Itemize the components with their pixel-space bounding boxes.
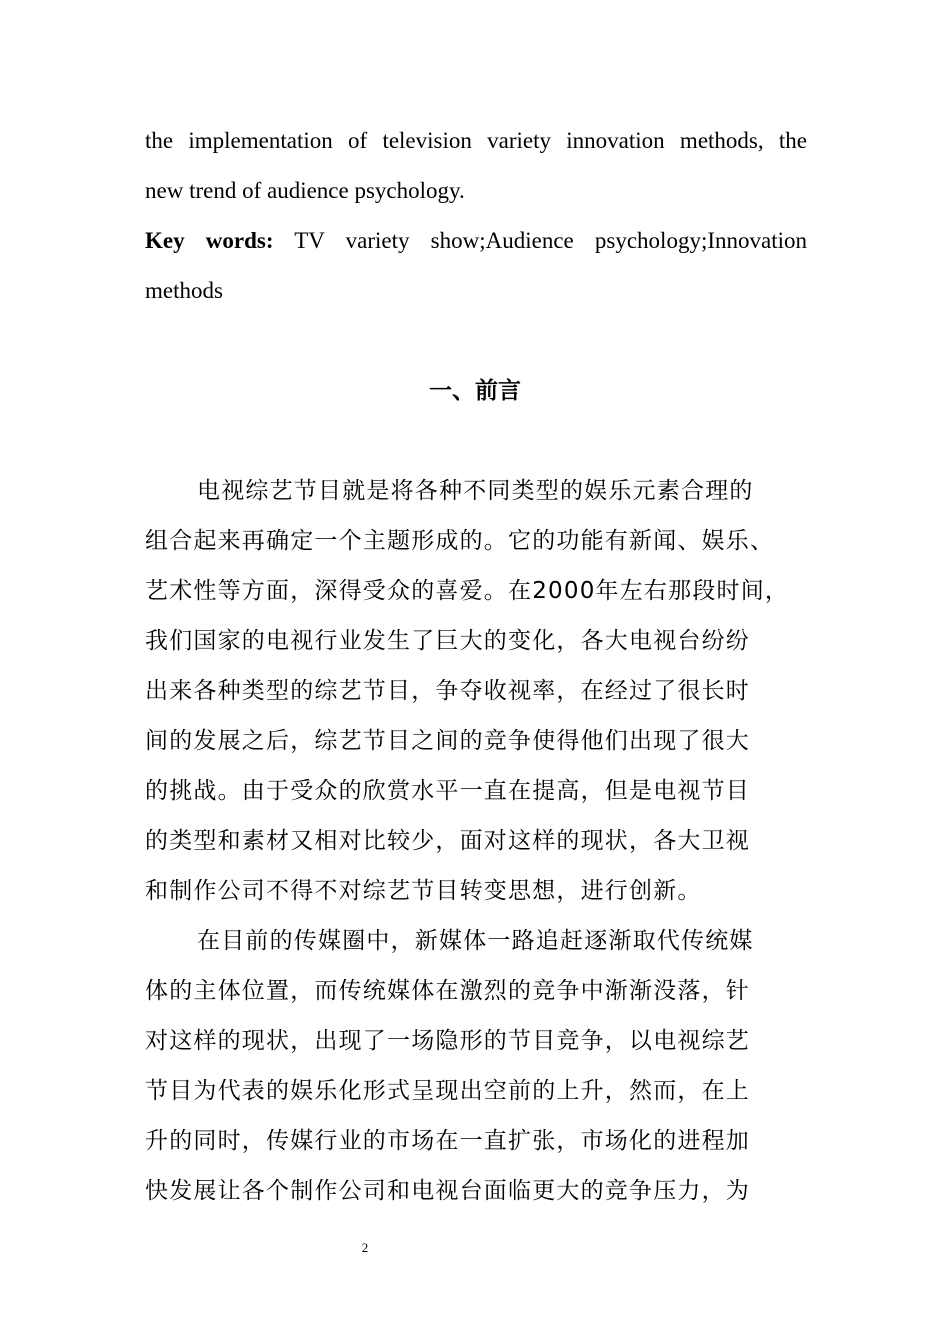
abstract-line-1: the implementation of television variety innovation methods, the bbox=[145, 128, 807, 153]
keywords-text: TV variety show;Audience psychology;Innovation bbox=[273, 228, 807, 253]
keywords-line-2: methods bbox=[145, 278, 223, 303]
abstract-line-2: new trend of audience psychology. bbox=[145, 178, 465, 203]
paragraph1-line: 的挑战。由于受众的欣赏水平一直在提高，但是电视节目 bbox=[145, 778, 750, 804]
paragraph1-line: 电视综艺节目就是将各种不同类型的娱乐元素合理的 bbox=[197, 478, 754, 504]
paragraph2-line: 升的同时，传媒行业的市场在一直扩张，市场化的进程加 bbox=[145, 1128, 750, 1154]
paragraph1-line: 的类型和素材又相对比较少，面对这样的现状，各大卫视 bbox=[145, 828, 750, 854]
paragraph2-line: 对这样的现状，出现了一场隐形的节目竞争，以电视综艺 bbox=[145, 1028, 750, 1054]
paragraph2-line: 快发展让各个制作公司和电视台面临更大的竞争压力，为 bbox=[145, 1178, 750, 1204]
paragraph2-line: 节目为代表的娱乐化形式呈现出空前的上升，然而，在上 bbox=[145, 1078, 750, 1104]
paragraph1-line: 艺术性等方面，深得受众的喜爱。在2000年左右那段时间， bbox=[145, 578, 790, 604]
keywords-label: Key words: bbox=[145, 228, 274, 253]
page-number: 2 bbox=[361, 1240, 369, 1255]
section-heading: 一、前言 bbox=[429, 378, 521, 404]
paragraph1-line: 间的发展之后，综艺节目之间的竞争使得他们出现了很大 bbox=[145, 728, 750, 754]
paragraph2-line: 体的主体位置，而传统媒体在激烈的竞争中渐渐没落，针 bbox=[145, 978, 750, 1004]
keywords-line-1 bbox=[145, 216, 807, 266]
paragraph1-line: 组合起来再确定一个主题形成的。它的功能有新闻、娱乐、 bbox=[145, 528, 775, 554]
paragraph2-line: 在目前的传媒圈中，新媒体一路追赶逐渐取代传统媒 bbox=[197, 928, 754, 954]
paragraph1-line: 和制作公司不得不对综艺节目转变思想，进行创新。 bbox=[145, 878, 702, 904]
paragraph1-line: 出来各种类型的综艺节目，争夺收视率，在经过了很长时 bbox=[145, 678, 750, 704]
paragraph1-line: 我们国家的电视行业发生了巨大的变化，各大电视台纷纷 bbox=[145, 628, 750, 654]
